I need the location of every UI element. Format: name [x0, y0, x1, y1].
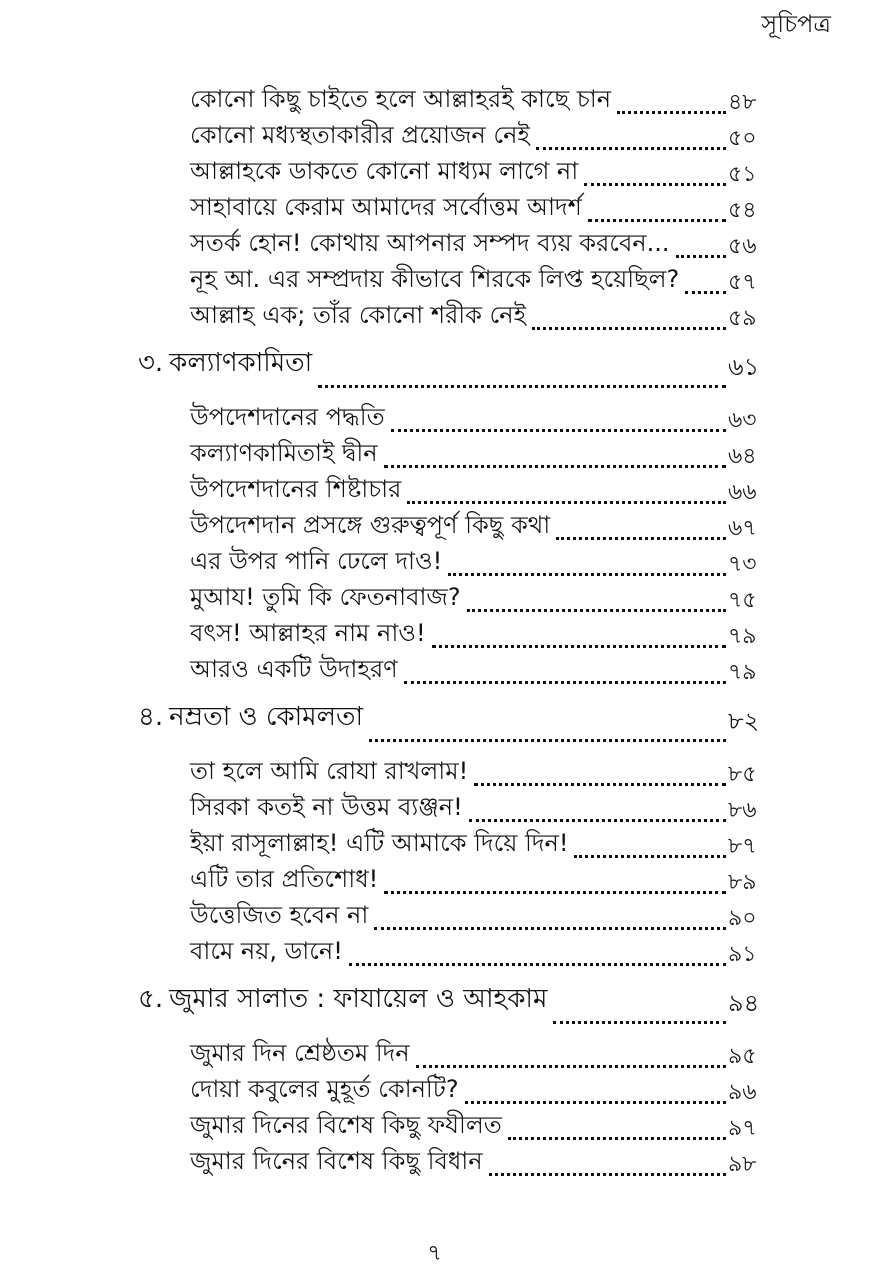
entry-title: উপদেশদানের শিষ্টাচার	[190, 475, 402, 503]
entry-title: বৎস! আল্লাহর নাম নাও!	[190, 619, 426, 647]
entry-page-number: ৬১	[728, 353, 760, 381]
toc-entry	[0, 754, 869, 790]
dot-leader	[467, 609, 726, 612]
entry-page-number: ৯৪	[728, 989, 760, 1017]
entry-page-number: ৫৪	[728, 198, 757, 223]
entry-title: এর উপর পানি ঢেলে দাও!	[190, 547, 443, 575]
entry-title: সিরকা কতই না উত্তম ব্যঞ্জন!	[190, 793, 463, 821]
entry-title: জুমার দিনের বিশেষ কিছু বিধান	[190, 1147, 483, 1175]
dot-leader	[556, 537, 726, 540]
dot-leader	[676, 255, 726, 258]
entry-page-number: ৫৬	[728, 234, 757, 259]
toc-entry	[0, 472, 869, 508]
toc-entry	[0, 118, 869, 154]
entry-title: কোনো মধ্যস্থতাকারীর প্রয়োজন নেই	[190, 121, 530, 149]
toc-entry	[0, 436, 869, 472]
entry-page-number: ৫৯	[728, 306, 757, 331]
entry-title: তা হলে আমি রোযা রাখলাম!	[190, 757, 469, 785]
dot-leader	[391, 429, 726, 432]
entry-page-number: ৯৬	[728, 1080, 757, 1105]
dot-leader	[465, 1101, 726, 1104]
chapter-number: ৫.	[138, 984, 164, 1014]
dot-leader	[384, 891, 726, 894]
entry-page-number: ৭৩	[728, 552, 757, 577]
toc-entry	[0, 1072, 869, 1108]
chapter-title-text: কল্যাণকামিতা	[169, 348, 313, 378]
entry-page-number: ৯০	[728, 906, 757, 931]
dot-leader	[469, 819, 726, 822]
toc-entry	[0, 652, 869, 688]
entry-page-number: ৭৫	[728, 588, 757, 613]
toc-entry	[0, 580, 869, 616]
entry-page-number: ৯৭	[728, 1116, 757, 1141]
entry-page-number: ৮২	[728, 707, 760, 735]
entry-page-number: ৪৮	[728, 90, 757, 115]
dot-leader	[588, 219, 726, 222]
chapter-number: ৩.	[138, 348, 164, 378]
toc-entry	[0, 1108, 869, 1144]
toc-entry	[0, 190, 869, 226]
entry-title: কোনো কিছু চাইতে হলে আল্লাহরই কাছে চান	[190, 85, 612, 113]
entry-page-number: ৮৭	[728, 834, 757, 859]
dot-leader	[404, 681, 726, 684]
dot-leader	[574, 855, 726, 858]
dot-leader	[474, 783, 726, 786]
entry-page-number: ৬৪	[728, 444, 757, 469]
entry-title: আরও একটি উদাহরণ	[190, 655, 398, 683]
entry-page-number: ৬৬	[728, 480, 757, 505]
dot-leader	[369, 739, 726, 742]
dot-leader	[384, 465, 726, 468]
entry-title: নূহ আ. এর সম্প্রদায় কীভাবে শিরকে লিপ্ত হয়েছিল?	[190, 265, 680, 293]
entry-page-number: ৫০	[728, 126, 757, 151]
toc-entry	[0, 262, 869, 298]
entry-page-number: ৫১	[728, 162, 757, 187]
chapter-title	[138, 348, 312, 378]
dot-leader	[508, 1137, 726, 1140]
entry-title: উপদেশদানের পদ্ধতি	[190, 403, 385, 431]
dot-leader	[685, 291, 726, 294]
entry-title: সতর্ক হোন! কোথায় আপনার সম্পদ ব্যয় করবেন...	[190, 229, 670, 257]
entry-page-number: ৭৯	[728, 660, 757, 685]
entry-page-number: ৬৩	[728, 408, 757, 433]
dot-leader	[617, 111, 726, 114]
chapter-title	[138, 702, 363, 732]
entry-title: উপদেশদান প্রসঙ্গে গুরুত্বপূর্ণ কিছু কথা	[190, 511, 551, 539]
dot-leader	[532, 327, 726, 330]
entry-title: ইয়া রাসূলাল্লাহ! এটি আমাকে দিয়ে দিন!	[190, 829, 569, 857]
entry-title: কল্যাণকামিতাই দ্বীন	[190, 439, 378, 467]
entry-title: মুআয! তুমি কি ফেতনাবাজ?	[190, 583, 461, 611]
running-header: সূচিপত্র	[761, 10, 831, 38]
toc-entry	[0, 862, 869, 898]
toc-entry	[0, 508, 869, 544]
toc-chapter-entry	[0, 976, 869, 1028]
table-of-contents	[0, 82, 869, 1180]
toc-chapter-entry	[0, 340, 869, 392]
chapter-title-text: নম্রতা ও কোমলতা	[169, 702, 364, 732]
dot-leader	[584, 183, 726, 186]
toc-entry	[0, 1144, 869, 1180]
chapter-title	[138, 984, 547, 1014]
dot-leader	[536, 147, 726, 150]
chapter-number: ৪.	[138, 702, 164, 732]
dot-leader	[416, 1065, 726, 1068]
dot-leader	[553, 1021, 726, 1024]
dot-leader	[318, 385, 726, 388]
dot-leader	[489, 1173, 726, 1176]
toc-entry	[0, 298, 869, 334]
toc-entry	[0, 226, 869, 262]
toc-entry	[0, 790, 869, 826]
entry-page-number: ৫৭	[728, 270, 757, 295]
page-number: ৭	[427, 1241, 442, 1266]
entry-title: আল্লাহ এক; তাঁর কোনো শরীক নেই	[190, 301, 527, 329]
toc-entry	[0, 154, 869, 190]
entry-title: উত্তেজিত হবেন না	[190, 901, 369, 929]
dot-leader	[407, 501, 726, 504]
entry-title: জুমার দিন শ্রেষ্ঠতম দিন	[190, 1039, 410, 1067]
toc-entry	[0, 616, 869, 652]
entry-page-number: ৬৭	[728, 516, 757, 541]
entry-title: দোয়া কবুলের মুহূর্ত কোনটি?	[190, 1075, 459, 1103]
entry-title: জুমার দিনের বিশেষ কিছু ফযীলত	[190, 1111, 502, 1139]
toc-entry	[0, 1036, 869, 1072]
entry-page-number: ৯৮	[728, 1152, 757, 1177]
entry-page-number: ৯৫	[728, 1044, 757, 1069]
entry-title: বামে নয়, ডানে!	[190, 937, 343, 965]
entry-page-number: ৭৯	[728, 624, 757, 649]
entry-title: এটি তার প্রতিশোধ!	[190, 865, 379, 893]
dot-leader	[448, 573, 726, 576]
chapter-title-text: জুমার সালাত : ফাযায়েল ও আহকাম	[169, 984, 548, 1014]
toc-entry	[0, 934, 869, 970]
entry-title: আল্লাহকে ডাকতে কোনো মাধ্যম লাগে না	[190, 157, 579, 185]
entry-title: সাহাবায়ে কেরাম আমাদের সর্বোত্তম আদর্শ	[190, 193, 582, 221]
entry-page-number: ৯১	[728, 942, 757, 967]
dot-leader	[349, 963, 726, 966]
toc-entry	[0, 898, 869, 934]
entry-page-number: ৮৫	[728, 762, 757, 787]
entry-page-number: ৮৬	[728, 798, 757, 823]
dot-leader	[374, 927, 726, 930]
toc-entry	[0, 400, 869, 436]
toc-entry	[0, 544, 869, 580]
toc-chapter-entry	[0, 694, 869, 746]
entry-page-number: ৮৯	[728, 870, 757, 895]
toc-entry	[0, 826, 869, 862]
toc-entry	[0, 82, 869, 118]
dot-leader	[432, 645, 726, 648]
